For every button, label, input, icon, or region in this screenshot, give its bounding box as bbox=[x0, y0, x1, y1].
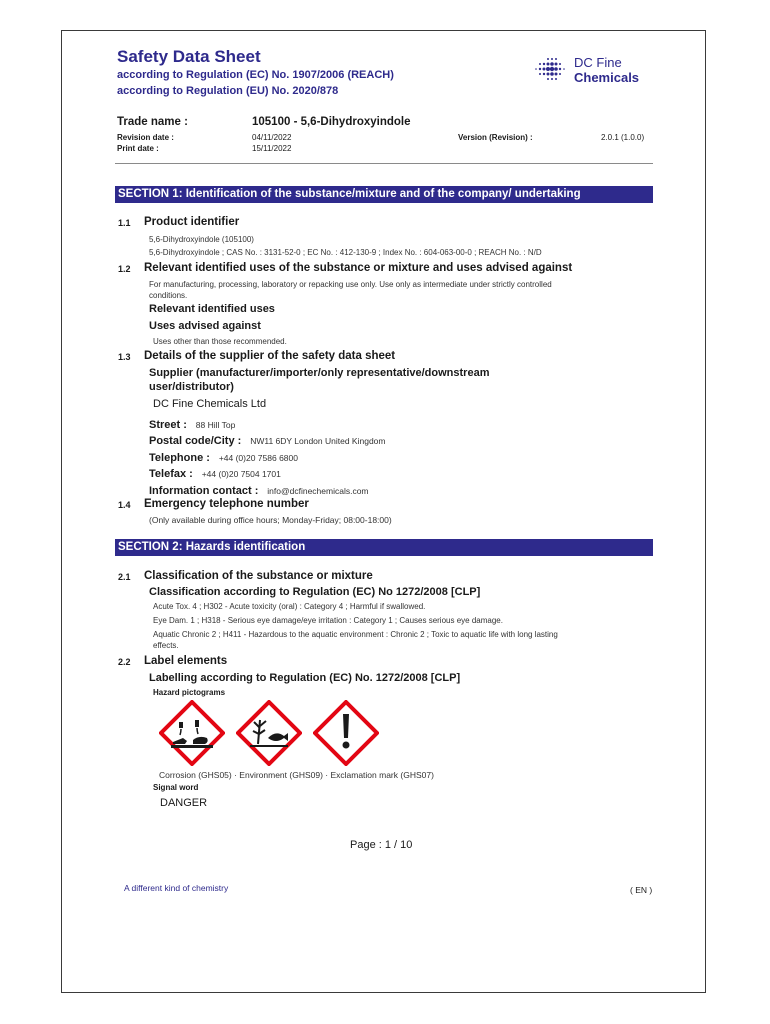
signal-word-label: Signal word bbox=[153, 783, 199, 792]
relevant-uses-heading: Relevant identified uses bbox=[149, 303, 275, 315]
environment-hazard-icon bbox=[236, 700, 302, 766]
telephone-label: Telephone : bbox=[149, 452, 210, 464]
product-identifier-heading: Product identifier bbox=[144, 216, 240, 228]
uses-text-line2: conditions. bbox=[149, 291, 188, 300]
product-identifier-details: 5,6-Dihydroxyindole ; CAS No. : 3131-52-0 ; EC No. : 412-130-9 ; Index No. : 604-063-00-0 ; REACH No. : N/D bbox=[149, 248, 542, 257]
postal-label: Postal code/City : bbox=[149, 435, 242, 447]
section-2-header: SECTION 2: Hazards identification bbox=[115, 539, 653, 556]
product-identifier-line: 5,6-Dihydroxyindole (105100) bbox=[149, 235, 254, 244]
hazard-pictograms-label: Hazard pictograms bbox=[153, 688, 226, 697]
subsection-number: 2.2 bbox=[118, 657, 131, 667]
classification-line: Eye Dam. 1 ; H318 - Serious eye damage/eye irritation : Category 1 ; Causes serious eye damage. bbox=[153, 616, 503, 625]
subsection-number: 2.1 bbox=[118, 572, 131, 582]
info-contact-row bbox=[149, 481, 369, 499]
page-number: Page : 1 / 10 bbox=[350, 839, 413, 851]
company-name: DC Fine Chemicals Ltd bbox=[153, 398, 267, 410]
telephone-value: +44 (0)20 7586 6800 bbox=[218, 453, 298, 463]
revision-date-value: 04/11/2022 bbox=[252, 133, 292, 142]
supplier-heading-line2: user/distributor) bbox=[149, 381, 234, 393]
uses-advised-against-heading: Uses advised against bbox=[149, 320, 261, 332]
print-date-value: 15/11/2022 bbox=[252, 144, 292, 153]
subsection-number: 1.3 bbox=[118, 352, 131, 362]
supplier-heading-line1: Supplier (manufacturer/importer/only representative/downstream bbox=[149, 367, 490, 379]
version-label: Version (Revision) : bbox=[458, 133, 533, 142]
subsection-number: 1.1 bbox=[118, 218, 131, 228]
section-1-header: SECTION 1: Identification of the substance/mixture and of the company/ undertaking bbox=[115, 186, 653, 203]
classification-line: Aquatic Chronic 2 ; H411 - Hazardous to the aquatic environment : Chronic 2 ; Toxic to aquatic life with long lasting bbox=[153, 630, 558, 639]
exclamation-mark-icon bbox=[313, 700, 379, 766]
subsection-number: 1.2 bbox=[118, 264, 131, 274]
trade-name-label: Trade name : bbox=[117, 116, 188, 128]
header-divider bbox=[115, 163, 653, 164]
postal-row bbox=[149, 431, 385, 449]
uses-text-line1: For manufacturing, processing, laboratory or repacking use only. Use only as intermediate under strictly controlled bbox=[149, 280, 552, 289]
regulation-subtitle-2: according to Regulation (EU) No. 2020/878 bbox=[117, 85, 339, 97]
classification-heading: Classification of the substance or mixture bbox=[144, 570, 373, 582]
subsection-number: 1.4 bbox=[118, 500, 131, 510]
telefax-value: +44 (0)20 7504 1701 bbox=[201, 469, 281, 479]
street-label: Street : bbox=[149, 419, 187, 431]
document-title: Safety Data Sheet bbox=[117, 47, 261, 66]
footer-tagline: A different kind of chemistry bbox=[124, 883, 229, 893]
print-date-label: Print date : bbox=[117, 144, 159, 153]
label-elements-heading: Label elements bbox=[144, 655, 228, 667]
street-value: 88 Hill Top bbox=[195, 420, 236, 430]
trade-name-value: 105100 - 5,6-Dihydroxyindole bbox=[252, 116, 411, 128]
logo-text-line1: DC Fine bbox=[574, 55, 622, 70]
classification-line: Acute Tox. 4 ; H302 - Acute toxicity (oral) : Category 4 ; Harmful if swallowed. bbox=[153, 602, 426, 611]
classification-line: effects. bbox=[153, 641, 179, 650]
logo-dots-icon bbox=[534, 55, 570, 85]
info-contact-label: Information contact : bbox=[149, 485, 259, 497]
emergency-phone-heading: Emergency telephone number bbox=[144, 498, 309, 510]
corrosion-icon bbox=[159, 700, 225, 766]
telefax-row bbox=[149, 464, 281, 482]
supplier-details-heading: Details of the supplier of the safety data sheet bbox=[144, 350, 396, 362]
labelling-regulation-heading: Labelling according to Regulation (EC) No. 1272/2008 [CLP] bbox=[149, 672, 461, 684]
postal-value: NW11 6DY London United Kingdom bbox=[250, 436, 386, 446]
identified-uses-heading: Relevant identified uses of the substance or mixture and uses advised against bbox=[144, 262, 573, 274]
regulation-subtitle-1: according to Regulation (EC) No. 1907/2006 (REACH) bbox=[117, 69, 394, 81]
info-contact-value[interactable]: info@dcfinechemicals.com bbox=[267, 486, 369, 496]
emergency-phone-text: (Only available during office hours; Monday-Friday; 08:00-18:00) bbox=[149, 515, 392, 525]
logo-text-line2: Chemicals bbox=[574, 70, 640, 85]
classification-regulation-heading: Classification according to Regulation (EC) No 1272/2008 [CLP] bbox=[149, 586, 481, 598]
pictograms-caption: Corrosion (GHS05) · Environment (GHS09) · Exclamation mark (GHS07) bbox=[159, 770, 434, 780]
uses-advised-against-text: Uses other than those recommended. bbox=[153, 337, 287, 346]
telefax-label: Telefax : bbox=[149, 468, 193, 480]
signal-word-value: DANGER bbox=[160, 797, 208, 809]
revision-date-label: Revision date : bbox=[117, 133, 174, 142]
footer-language: ( EN ) bbox=[630, 885, 653, 895]
company-logo bbox=[534, 55, 644, 87]
version-value: 2.0.1 (1.0.0) bbox=[601, 133, 645, 142]
